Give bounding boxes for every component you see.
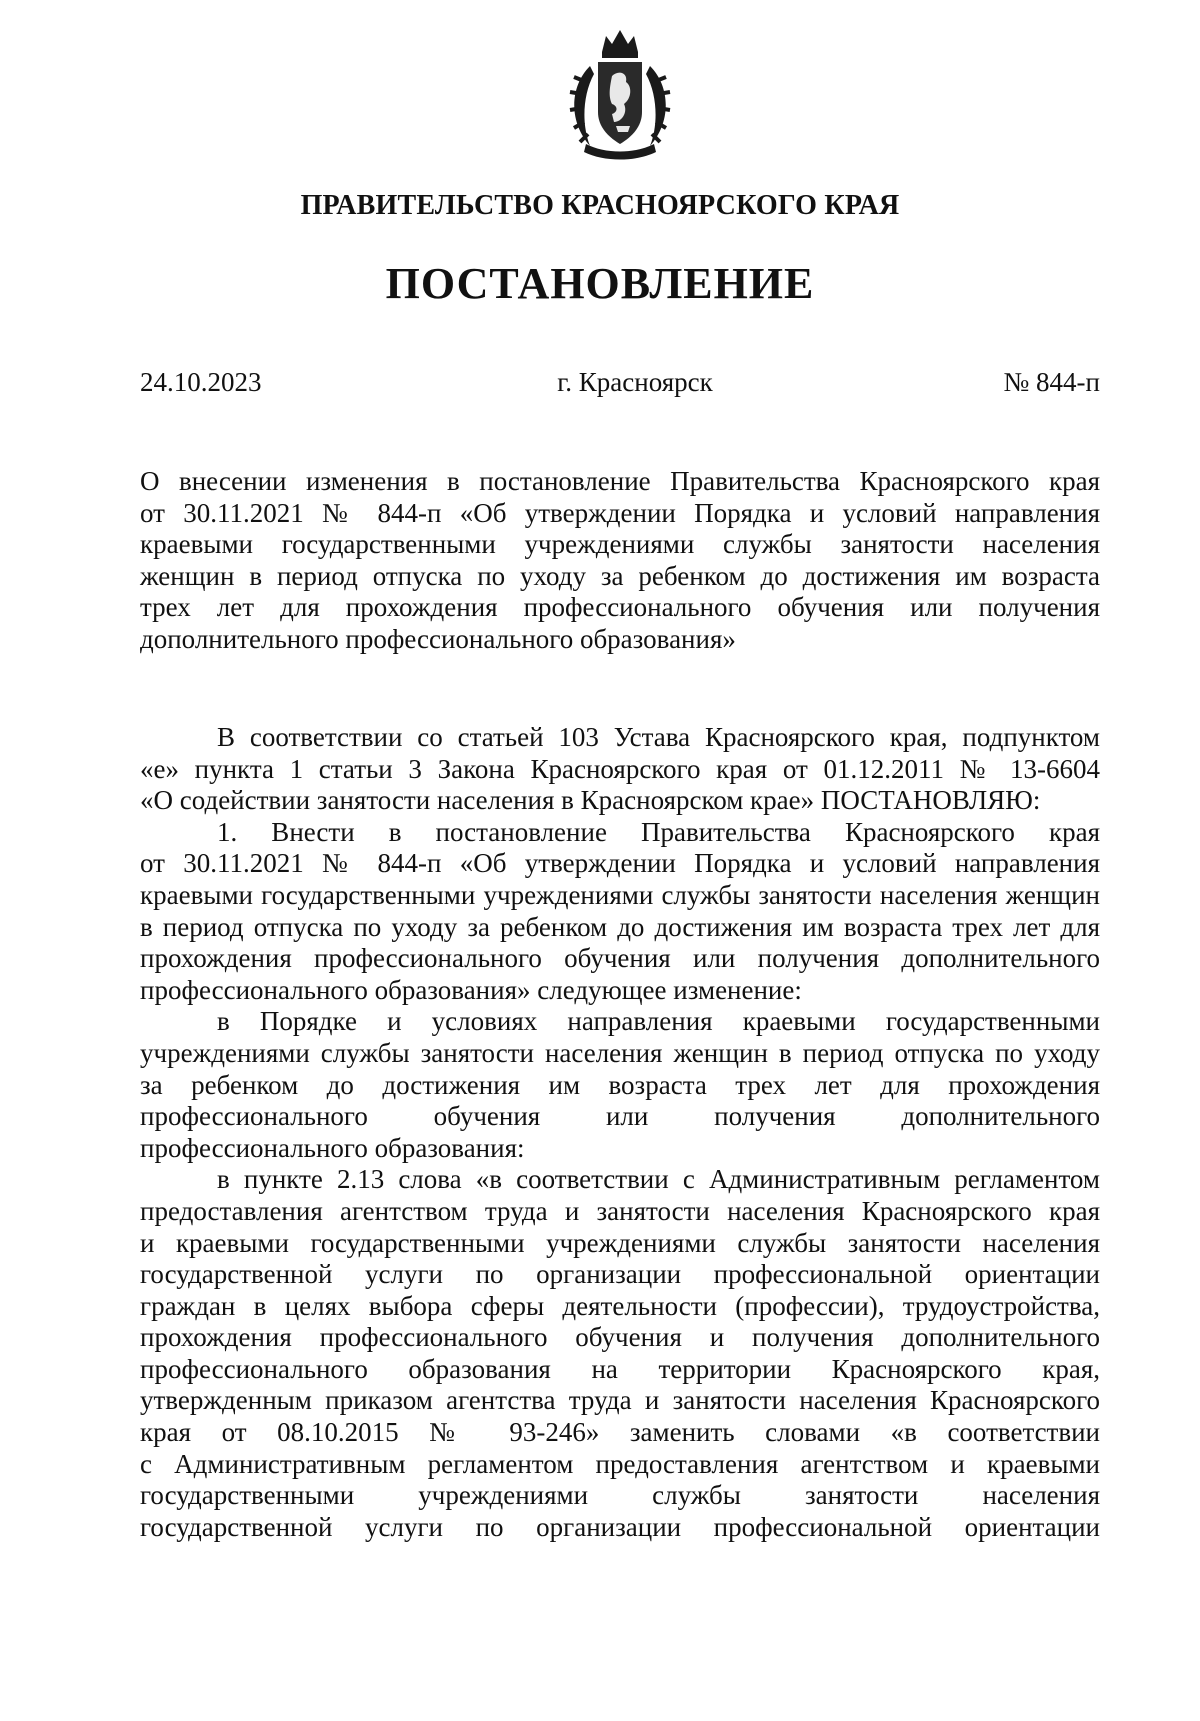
- title-line: женщин в период отпуска по уходу за ребенком до достижения им возраста: [140, 560, 1100, 591]
- document-body: [140, 722, 1100, 1543]
- document-meta: [140, 367, 1100, 401]
- body-line: предоставления агентством труда и занятости населения Красноярского края: [140, 1195, 1100, 1226]
- body-line: государственной услуги по организации профессиональной ориентации: [140, 1259, 1100, 1290]
- document-number: № 844-п: [1003, 367, 1100, 397]
- document-type: ПОСТАНОВЛЕНИЕ: [385, 259, 815, 308]
- body-line: 1. Внести в постановление Правительства Красноярского края: [217, 816, 1100, 847]
- body-line: «О содействии занятости населения в Красноярском крае» ПОСТАНОВЛЯЮ:: [140, 785, 1041, 816]
- document-date: 24.10.2023: [140, 367, 262, 397]
- title-line: дополнительного профессионального образования»: [140, 623, 736, 654]
- body-line: «е» пункта 1 статьи 3 Закона Красноярского края от 01.12.2011 № 13-6604: [140, 753, 1100, 784]
- title-line: от 30.11.2021 № 844-п «Об утверждении Порядка и условий направления: [140, 497, 1100, 528]
- body-line: края от 08.10.2015 № 93-246» заменить словами «в соответствии: [140, 1417, 1100, 1448]
- document-city: г. Красноярск: [557, 367, 713, 397]
- body-line: профессионального образования» следующее изменение:: [140, 974, 802, 1005]
- krasnoyarsk-coat-of-arms-icon: [560, 26, 680, 164]
- body-line: В соответствии со статьей 103 Устава Красноярского края, подпунктом: [217, 722, 1100, 752]
- document-title: [140, 466, 1100, 656]
- body-line: за ребенком до достижения им возраста трех лет для прохождения: [140, 1069, 1100, 1100]
- title-line: трех лет для прохождения профессионального обучения или получения: [140, 592, 1100, 623]
- title-line: О внесении изменения в постановление Правительства Красноярского края: [140, 466, 1100, 496]
- body-line: учреждениями службы занятости населения женщин в период отпуска по уходу: [140, 1037, 1100, 1068]
- body-line: профессионального образования на территории Красноярского края,: [140, 1353, 1100, 1384]
- body-line: от 30.11.2021 № 844-п «Об утверждении Порядка и условий направления: [140, 848, 1100, 879]
- body-line: государственными учреждениями службы занятости населения: [140, 1480, 1100, 1511]
- body-line: прохождения профессионального обучения и получения дополнительного: [140, 1322, 1100, 1353]
- body-line: граждан в целях выбора сферы деятельности (профессии), трудоустройства,: [140, 1290, 1100, 1321]
- body-line: и краевыми государственными учреждениями службы занятости населения: [140, 1227, 1100, 1258]
- organization-name: ПРАВИТЕЛЬСТВО КРАСНОЯРСКОГО КРАЯ: [300, 190, 900, 221]
- body-line: в Порядке и условиях направления краевыми государственными: [217, 1006, 1100, 1037]
- body-line: прохождения профессионального обучения или получения дополнительного: [140, 943, 1100, 974]
- title-line: краевыми государственными учреждениями службы занятости населения: [140, 529, 1100, 560]
- body-line: краевыми государственными учреждениями службы занятости населения женщин: [140, 879, 1100, 910]
- body-line: профессионального обучения или получения дополнительного: [140, 1101, 1100, 1132]
- body-line: утвержденным приказом агентства труда и занятости населения Красноярского: [140, 1385, 1100, 1416]
- body-line: в период отпуска по уходу за ребенком до достижения им возраста трех лет для: [140, 911, 1100, 942]
- body-line: с Административным регламентом предоставления агентством и краевыми: [140, 1448, 1100, 1479]
- body-line: государственной услуги по организации профессиональной ориентации: [140, 1511, 1100, 1542]
- body-line: профессионального образования:: [140, 1132, 525, 1163]
- body-line: в пункте 2.13 слова «в соответствии с Административным регламентом: [217, 1164, 1100, 1195]
